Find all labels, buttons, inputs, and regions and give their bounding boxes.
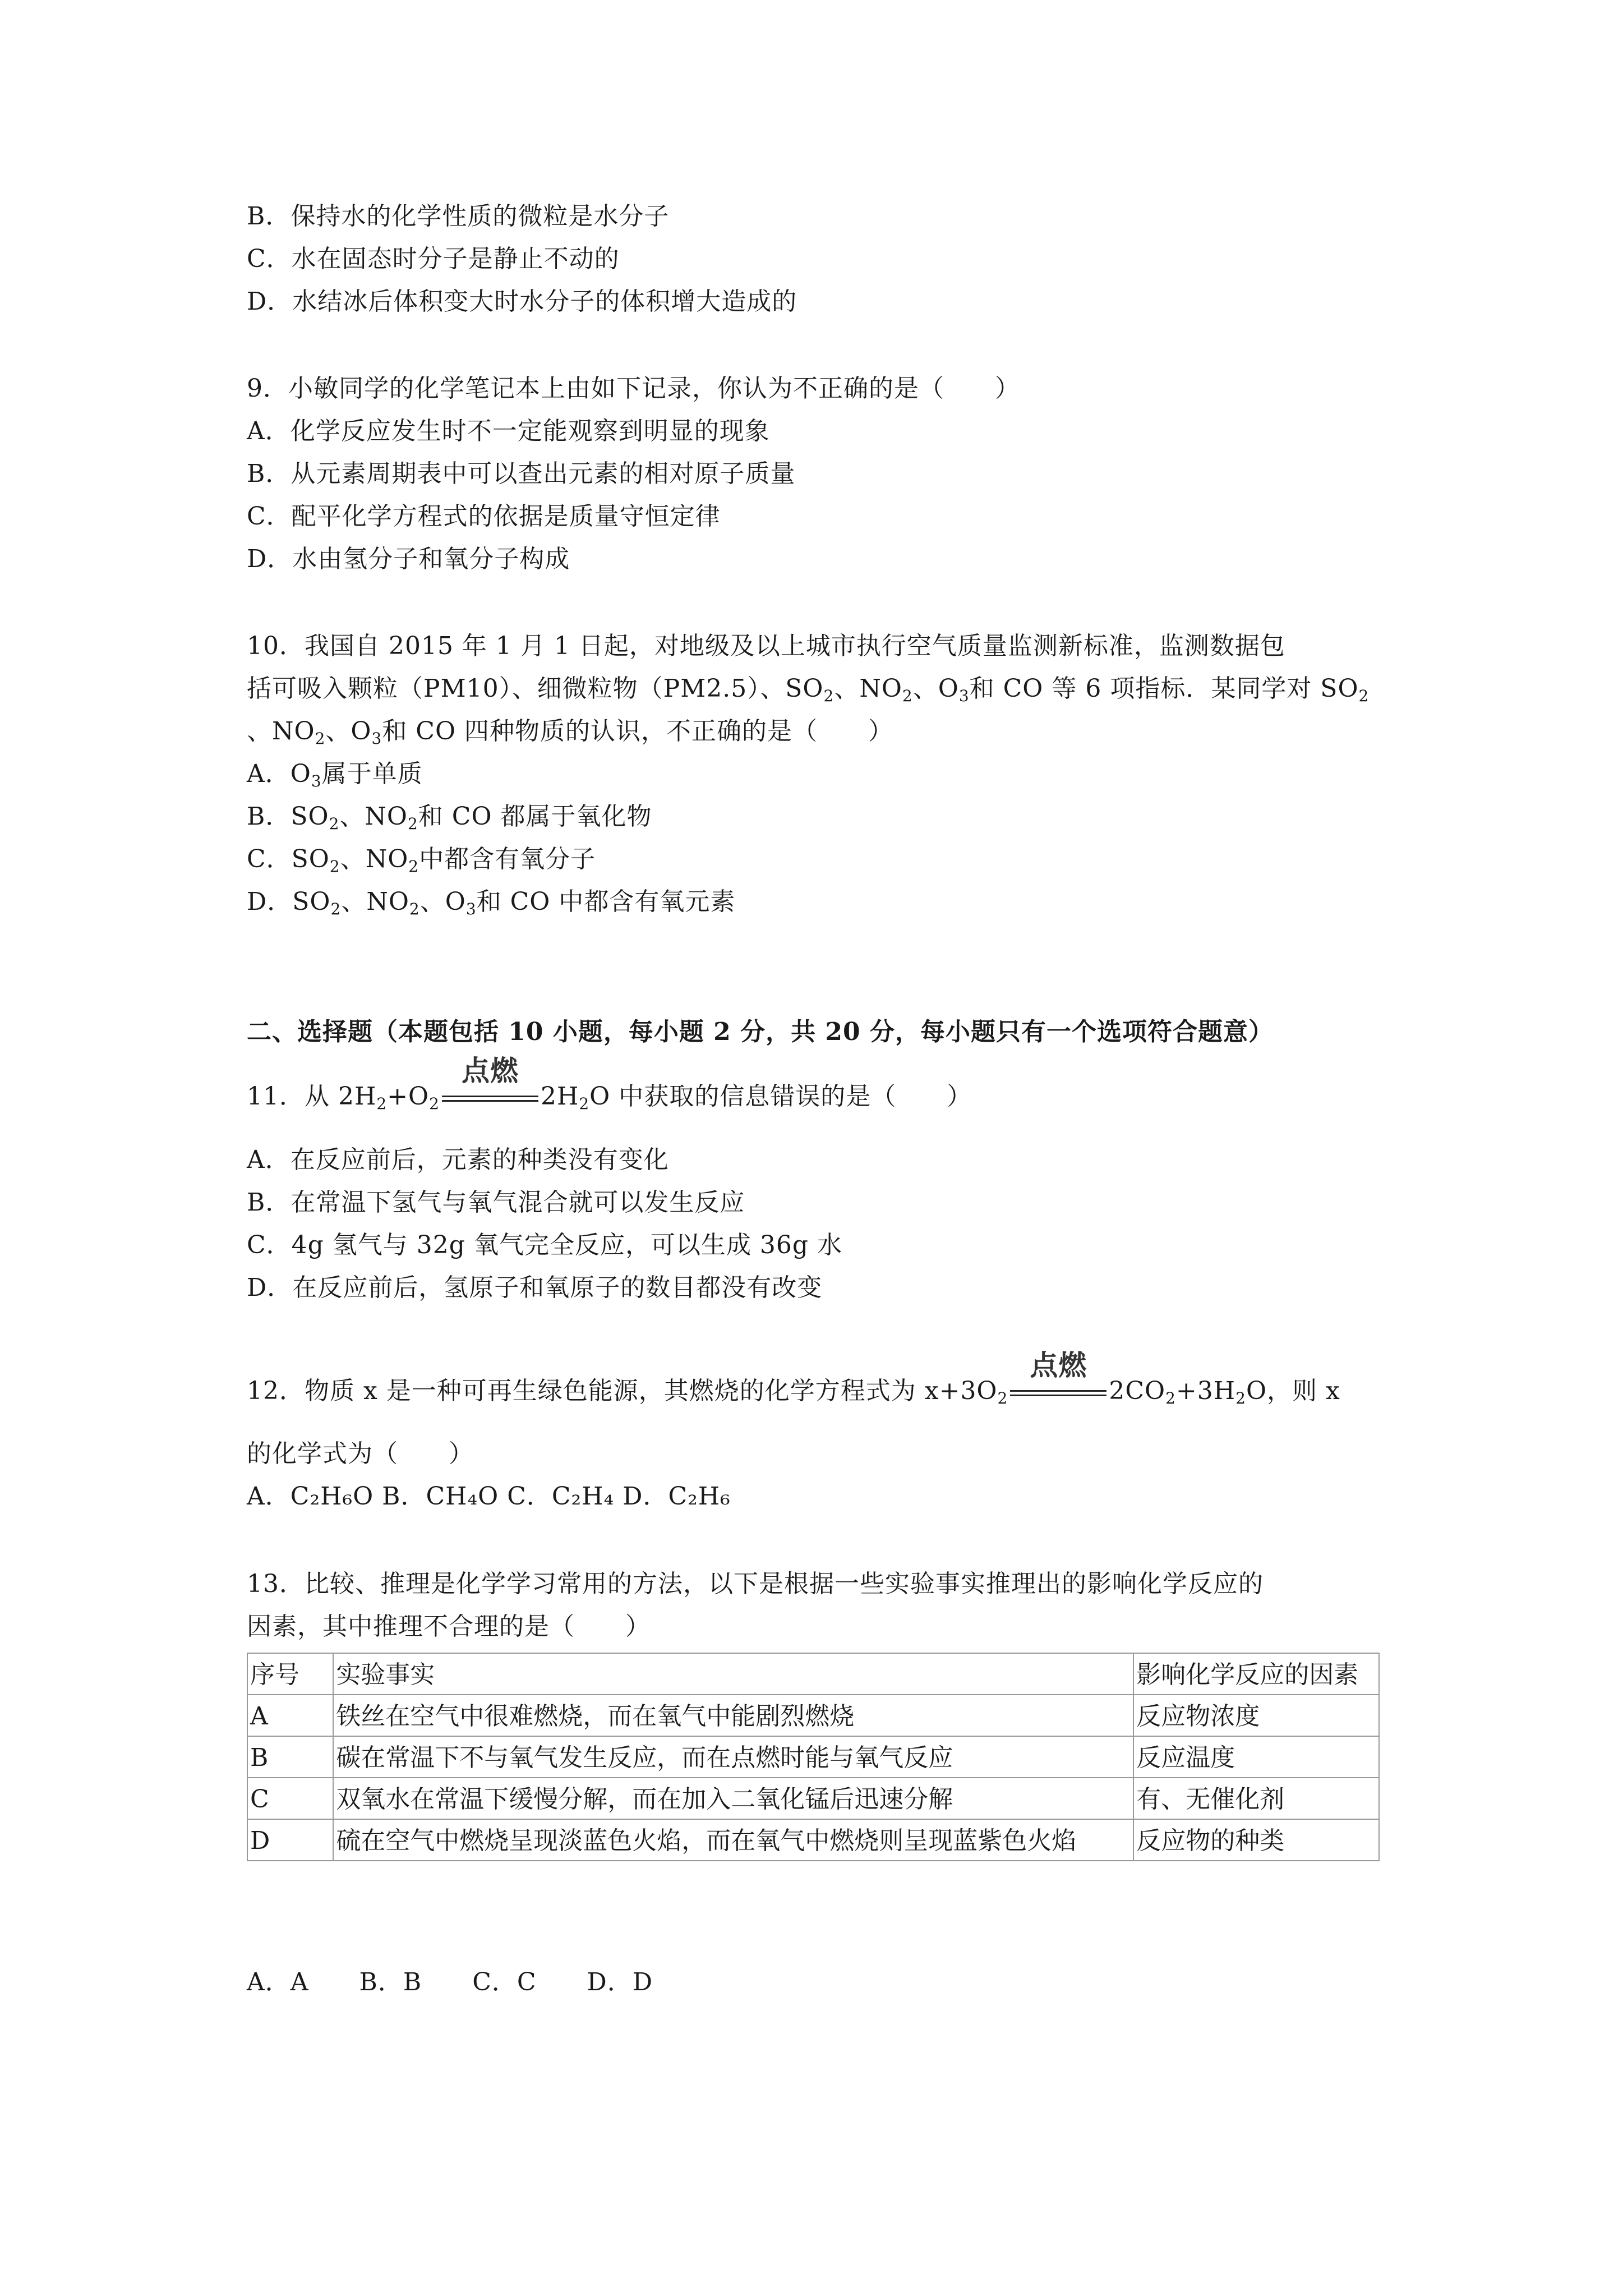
q10-text: 、NO <box>341 887 409 916</box>
table-cell: 反应物的种类 <box>1133 1819 1379 1861</box>
table-header-row <box>247 1653 1379 1695</box>
reaction-arrow <box>1008 1349 1109 1408</box>
table-cell: 有、无催化剂 <box>1133 1778 1379 1819</box>
q10-text: A．O <box>247 760 311 788</box>
q10-text: 和 CO 等 6 项指标．某同学对 SO <box>969 674 1359 703</box>
q12-text: 2CO <box>1109 1377 1166 1405</box>
q10-stem-line1: 10．我国自 2015 年 1 月 1 日起，对地级及以上城市执行空气质量监测新标准，监测数据包 <box>247 632 1285 660</box>
q10-stem-line3: 、$NO_2$、$O_3$和 CO 四种物质的认识，不正确的是（ ） <box>247 717 894 748</box>
q12-text: O，则 x <box>1246 1377 1340 1405</box>
section-heading: 二、选择题（本题包括 10 小题，每小题 2 分，共 20 分，每小题只有一个选项符合题意） <box>247 1018 1274 1046</box>
table-cell: B <box>247 1736 333 1778</box>
q10-text: 、NO <box>834 674 902 703</box>
q11-option-c: C．4g 氢气与 32g 氧气完全反应，可以生成 36g 水 <box>247 1231 843 1259</box>
q10-text: D．SO <box>247 887 331 916</box>
q10-text: 和 CO 四种物质的认识，不正确的是（ ） <box>382 717 894 746</box>
reaction-arrow <box>440 1055 541 1114</box>
q11-text: 11．从 2H <box>247 1082 377 1111</box>
q10-text: 、O <box>419 887 466 916</box>
q11-option-a: A．在反应前后，元素的种类没有变化 <box>247 1145 669 1174</box>
reaction-condition: 点燃 <box>461 1055 519 1087</box>
table-cell: 铁丝在空气中很难燃烧，而在氧气中能剧烈燃烧 <box>333 1695 1133 1736</box>
q8-option-b: B．保持水的化学性质的微粒是水分子 <box>247 202 670 231</box>
q9-option-c: C．配平化学方程式的依据是质量守恒定律 <box>247 502 721 531</box>
q10-text: 属于单质 <box>321 760 423 788</box>
q10-text: 、O <box>912 674 959 703</box>
q11-stem: 11．从 $2H_2+O_2$ 点燃 $2H_2O$ 中获取的信息错误的是（ ） <box>247 1055 972 1113</box>
q10-text: 括可吸入颗粒（PM10）、细微粒物（PM2.5）、SO <box>247 674 824 703</box>
table-cell: 反应物浓度 <box>1133 1695 1379 1736</box>
q10-text: C．SO <box>247 845 330 873</box>
q11-text: O 中获取的信息错误的是（ ） <box>589 1082 972 1111</box>
q11-text: +O <box>387 1082 430 1111</box>
q13-stem-line2: 因素，其中推理不合理的是（ ） <box>247 1612 651 1641</box>
table-header-cell: 序号 <box>247 1653 333 1695</box>
table-cell: A <box>247 1695 333 1736</box>
q10-text: 、NO <box>247 717 315 746</box>
q10-text: 中都含有氧分子 <box>419 845 596 873</box>
q9-option-d: D．水由氢分子和氧分子构成 <box>247 545 570 573</box>
q11-text: 2H <box>540 1082 579 1111</box>
q10-option-c: C．$SO_2$、$NO_2$中都含有氧分子 <box>247 845 596 876</box>
q9-stem: 9．小敏同学的化学笔记本上由如下记录，你认为不正确的是（ ） <box>247 374 1020 403</box>
q12-stem: 12．物质 x 是一种可再生绿色能源，其燃烧的化学方程式为 $x+3O_2$ 点燃 $2CO_2+3H_2O$，则 x <box>247 1349 1340 1407</box>
q13-stem-line1: 13．比较、推理是化学学习常用的方法，以下是根据一些实验事实推理出的影响化学反应的 <box>247 1570 1264 1598</box>
q10-option-a: A．$O_3$属于单质 <box>247 760 423 790</box>
q10-option-b: B．$SO_2$、$NO_2$和 CO 都属于氧化物 <box>247 802 652 833</box>
q10-option-d: D．$SO_2$、$NO_2$、$O_3$和 CO 中都含有氧元素 <box>247 887 736 918</box>
q10-text: 、O <box>325 717 372 746</box>
table-cell: 双氧水在常温下缓慢分解，而在加入二氧化锰后迅速分解 <box>333 1778 1133 1819</box>
q12-stem-line2: 的化学式为（ ） <box>247 1439 474 1468</box>
table-row <box>247 1778 1379 1819</box>
table-cell: D <box>247 1819 333 1861</box>
q10-text: 、NO <box>339 802 408 831</box>
q10-text: 、NO <box>340 845 409 873</box>
q8-option-d: D．水结冰后体积变大时水分子的体积增大造成的 <box>247 287 797 316</box>
table-header-cell: 影响化学反应的因素 <box>1133 1653 1379 1695</box>
q10-text: 和 CO 中都含有氧元素 <box>476 887 736 916</box>
table-row <box>247 1736 1379 1778</box>
q11-option-b: B．在常温下氢气与氧气混合就可以发生反应 <box>247 1188 745 1217</box>
table-cell: 硫在空气中燃烧呈现淡蓝色火焰，而在氧气中燃烧则呈现蓝紫色火焰 <box>333 1819 1133 1861</box>
table-cell: 反应温度 <box>1133 1736 1379 1778</box>
table-cell: C <box>247 1778 333 1819</box>
table-cell: 碳在常温下不与氧气发生反应，而在点燃时能与氧气反应 <box>333 1736 1133 1778</box>
q12-text: +3H <box>1175 1377 1236 1405</box>
q8-option-c: C．水在固态时分子是静止不动的 <box>247 245 620 273</box>
q10-text: B．SO <box>247 802 329 831</box>
table-row <box>247 1819 1379 1861</box>
q11-option-d: D．在反应前后，氢原子和氧原子的数目都没有改变 <box>247 1273 823 1302</box>
q13-table <box>247 1653 1380 1861</box>
reaction-condition: 点燃 <box>1030 1349 1087 1382</box>
q9-option-b: B．从元素周期表中可以查出元素的相对原子质量 <box>247 459 796 488</box>
table-row <box>247 1695 1379 1736</box>
q10-text: 和 CO 都属于氧化物 <box>418 802 652 831</box>
table-header-cell: 实验事实 <box>333 1653 1133 1695</box>
q10-stem-line2: 括可吸入颗粒（PM10）、细微粒物（PM2.5）、$SO_2$、$NO_2$、$O_3$和 CO 等 6 项指标．某同学对 $SO_2$ <box>247 674 1370 705</box>
q12-text: 12．物质 x 是一种可再生绿色能源，其燃烧的化学方程式为 x+3O <box>247 1377 998 1405</box>
q12-options: A．C₂H₆O B．CH₄O C．C₂H₄ D．C₂H₆ <box>247 1482 731 1511</box>
q13-options: A．A B．B C．C D．D <box>247 1968 653 1996</box>
q9-option-a: A．化学反应发生时不一定能观察到明显的现象 <box>247 417 770 445</box>
